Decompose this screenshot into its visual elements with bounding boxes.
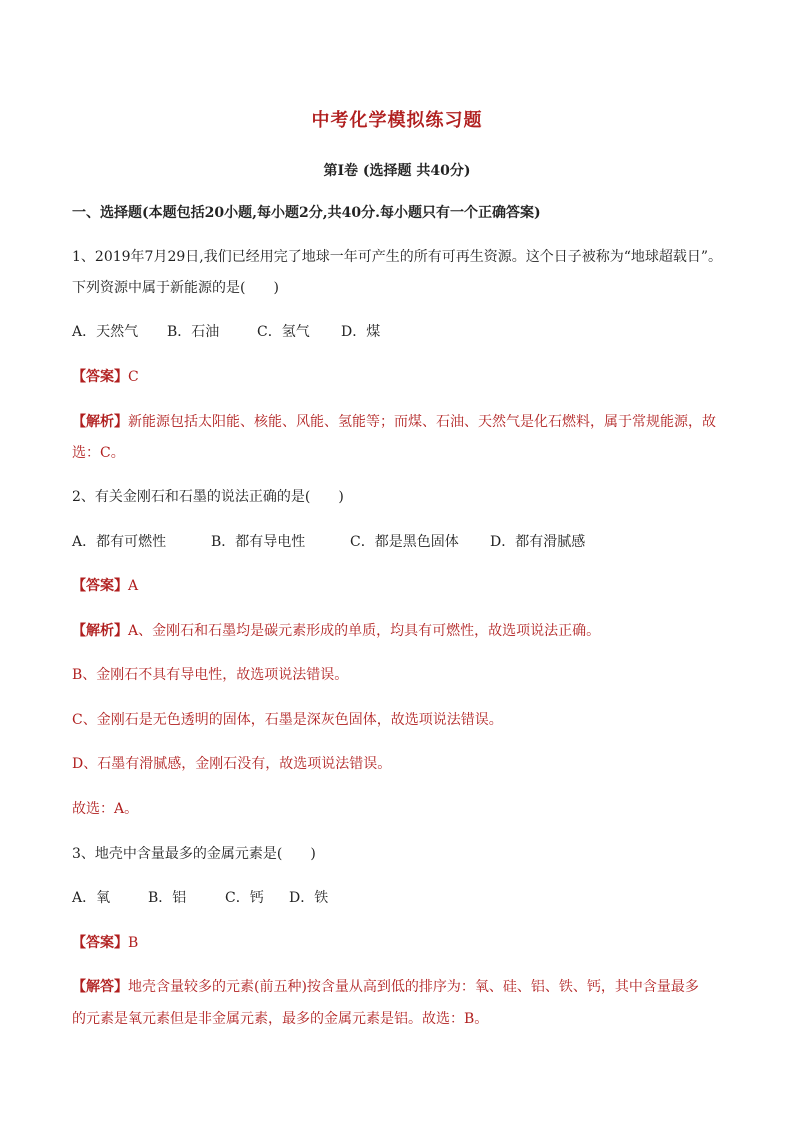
q3-analysis-label: 【解答】 [72,979,128,995]
q3-option-d: D．铁 [289,890,329,906]
q3-answer-label: 【答案】 [72,935,128,951]
q3-answer-value: B [128,935,139,951]
q3-option-c: C．钙 [225,890,264,906]
q2-analysis-line2: B、金刚石不具有导电性，故选项说法错误。 [72,667,349,683]
q2-analysis-line1 [72,622,600,640]
q1-stem-line2: 下列资源中属于新能源的是( ) [72,280,279,296]
q3-option-b: B．铝 [148,890,187,906]
section-subtitle: 第Ⅰ卷 (选择题 共40分) [323,163,471,179]
q3-analysis-line1 [72,978,699,996]
q3-analysis-text1: 地壳含量较多的元素(前五种)按含量从高到低的排序为：氧、硅、铝、铁、钙，其中含量最多 [128,979,699,995]
q1-answer [72,368,139,386]
q1-analysis-line2: 选：C。 [72,445,125,461]
q1-option-a: A．天然气 [72,324,139,340]
q2-conclusion: 故选：A。 [72,801,139,817]
q1-options [72,323,380,341]
q2-analysis-line3: C、金刚石是无色透明的固体，石墨是深灰色固体，故选项说法错误。 [72,712,503,728]
q1-analysis-label: 【解析】 [72,414,128,430]
q2-answer-label: 【答案】 [72,578,128,594]
q2-analysis-text1: A、金刚石和石墨均是碳元素形成的单质，均具有可燃性，故选项说法正确。 [128,623,601,639]
q3-options [72,889,328,907]
q3-analysis-line2: 的元素是氧元素但是非金属元素，最多的金属元素是铝。故选：B。 [72,1011,489,1027]
q3-option-a: A．氧 [72,890,111,906]
q1-stem-line1: 1、2019年7月29日,我们已经用完了地球一年可产生的所有可再生资源。这个日子被称为“地球超载日”。 [72,249,723,265]
q2-option-d: D．都有滑腻感 [490,534,586,550]
q1-answer-value: C [128,369,139,385]
document-title: 中考化学模拟练习题 [311,110,483,131]
q1-option-c: C．氢气 [257,324,310,340]
q2-option-b: B．都有导电性 [211,534,306,550]
q1-analysis-text1: 新能源包括太阳能、核能、风能、氢能等；而煤、石油、天然气是化石燃料，属于常规能源，故 [128,414,716,430]
q2-options [72,533,585,551]
q1-option-b: B．石油 [167,324,220,340]
q3-stem: 3、地壳中含量最多的金属元素是( ) [72,846,316,862]
q2-analysis-label: 【解析】 [72,623,128,639]
q1-answer-label: 【答案】 [72,369,128,385]
q1-analysis-line1 [72,413,716,431]
q2-stem: 2、有关金刚石和石墨的说法正确的是( ) [72,489,344,505]
q2-answer [72,577,138,595]
q2-option-c: C．都是黑色固体 [350,534,459,550]
q2-analysis-line4: D、石墨有滑腻感，金刚石没有，故选项说法错误。 [72,756,392,772]
q1-option-d: D．煤 [341,324,381,340]
q2-option-a: A．都有可燃性 [72,534,167,550]
q3-answer [72,934,138,952]
q2-answer-value: A [128,578,139,594]
section-heading: 一、选择题(本题包括20小题,每小题2分,共40分.每小题只有一个正确答案) [72,205,541,221]
